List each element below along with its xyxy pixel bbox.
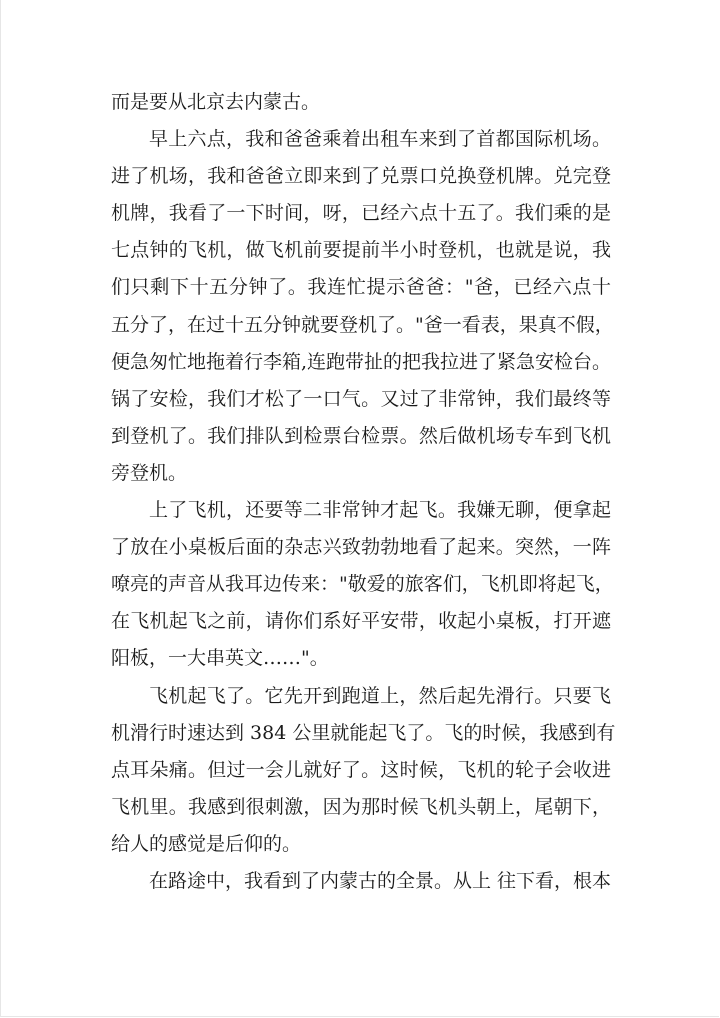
text-line: 旁登机。 <box>111 461 188 484</box>
text-line: 七点钟的飞机，做飞机前要提前半小时登机，也就是说，我 <box>111 239 611 262</box>
text-line: 进了机场，我和爸爸立即来到了兑票口兑换登机牌。兑完登 <box>111 165 611 188</box>
text-line: 飞机里。我感到很刺激，因为那时候飞机头朝上，尾朝下， <box>111 795 611 818</box>
text-line: 们只剩下十五分钟了。我连忙提示爸爸："爸，已经六点十 <box>111 276 611 299</box>
text-line: 便急匆忙地拖着行李箱,连跑带扯的把我拉进了紧急安检台。 <box>111 350 612 373</box>
text-line: 了放在小桌板后面的杂志兴致勃勃地看了起来。突然，一阵 <box>111 536 611 559</box>
text-line: 在飞机起飞之前，请你们系好平安带，收起小桌板，打开遮 <box>111 610 611 633</box>
text-line: 到登机了。我们排队到检票台检票。然后做机场专车到飞机 <box>111 424 611 447</box>
article-body <box>111 84 616 900</box>
text-line: 五分了，在过十五分钟就要登机了。"爸一看表，果真不假， <box>111 313 614 336</box>
text-line: 嘹亮的声音从我耳边传来："敬爱的旅客们，飞机即将起飞， <box>111 573 614 596</box>
text-line: 阳板，一大串英文……"。 <box>111 647 329 670</box>
text-line: 机滑行时速达到 384 公里就能起飞了。飞的时候，我感到有 <box>111 721 616 744</box>
text-line: 飞机起飞了。它先开到跑道上，然后起先滑行。只要飞 <box>149 684 611 707</box>
text-line: 给人的感觉是后仰的。 <box>111 832 302 855</box>
text-line: 而是要从北京去内蒙古。 <box>111 91 321 113</box>
text-line: 上了飞机，还要等二非常钟才起飞。我嫌无聊，便拿起 <box>149 499 611 522</box>
text-line: 机牌，我看了一下时间，呀，已经六点十五了。我们乘的是 <box>111 202 611 225</box>
text-line: 在路途中，我看到了内蒙古的全景。从上 往下看，根本 <box>149 869 612 892</box>
text-line: 锅了安检，我们才松了一口气。又过了非常钟，我们最终等 <box>111 387 611 410</box>
text-line: 早上六点，我和爸爸乘着出租车来到了首都国际机场。 <box>149 128 611 151</box>
text-line: 点耳朵痛。但过一会儿就好了。这时候，飞机的轮子会收进 <box>111 758 611 781</box>
